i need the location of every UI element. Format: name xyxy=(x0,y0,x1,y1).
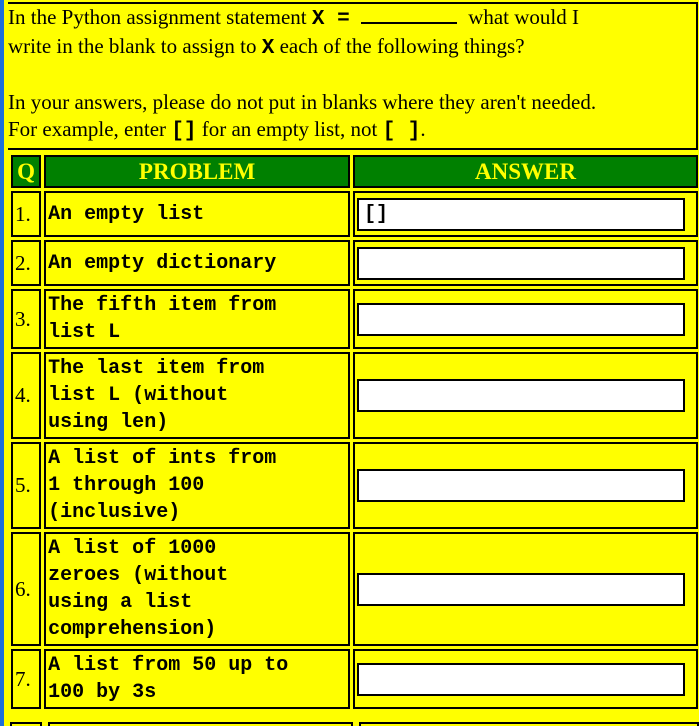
header-answer: ANSWER xyxy=(353,155,698,188)
answer-input[interactable] xyxy=(357,573,685,606)
answer-input[interactable] xyxy=(357,663,685,696)
code-snippet: [] xyxy=(171,120,197,143)
problem-text xyxy=(44,240,350,286)
code-snippet: X = xyxy=(311,8,350,31)
answer-input[interactable] xyxy=(357,247,685,280)
answer-cell xyxy=(353,289,698,349)
question-number: 4. xyxy=(11,352,41,439)
question-number: 6. xyxy=(11,532,41,646)
instructions-line-3: In your answers, please do not put in blanks where they aren't needed. xyxy=(8,90,597,114)
answer-cell xyxy=(353,649,698,709)
question-number: 7. xyxy=(11,649,41,709)
code-snippet: [ ] xyxy=(382,120,421,143)
header-row xyxy=(11,155,698,188)
instruction-text: . xyxy=(420,117,426,141)
instruction-text: what would I xyxy=(468,5,580,29)
problem-line: 100 by 3s xyxy=(48,681,157,704)
question-row xyxy=(11,240,698,286)
question-number: 5. xyxy=(11,442,41,529)
problem-line: A list of ints from xyxy=(48,447,277,470)
problem-line: zeroes (without xyxy=(48,564,229,587)
instructions-line-2 xyxy=(8,33,696,62)
problem-line: comprehension) xyxy=(48,618,217,641)
instruction-text: for an empty list, not xyxy=(201,117,378,141)
instruction-text: For example, enter xyxy=(8,117,167,141)
answer-cell xyxy=(353,352,698,439)
question-row xyxy=(11,532,698,646)
problem-line: A list of 1000 xyxy=(48,537,217,560)
questions-table xyxy=(8,152,699,712)
instructions xyxy=(8,4,696,145)
problem-line: list L (without xyxy=(48,384,229,407)
problem-line: list L xyxy=(48,321,121,344)
problem-text xyxy=(44,352,350,439)
problem-line: using len) xyxy=(48,411,169,434)
problem-line: 1 through 100 xyxy=(48,474,205,497)
question-row xyxy=(11,442,698,529)
answer-cell xyxy=(353,191,698,237)
question-number: 3. xyxy=(11,289,41,349)
next-row-edge xyxy=(10,722,699,726)
question-row xyxy=(11,289,698,349)
answer-input[interactable] xyxy=(357,303,685,336)
problem-text xyxy=(44,289,350,349)
problem-text xyxy=(44,649,350,709)
problem-line: The fifth item from xyxy=(48,294,277,317)
code-snippet: X xyxy=(261,37,275,60)
answer-cell xyxy=(353,240,698,286)
answer-input[interactable] xyxy=(357,379,685,412)
blank-line xyxy=(361,6,457,24)
problem-line: The last item from xyxy=(48,357,265,380)
question-row xyxy=(11,191,698,237)
instruction-text: each of the following things? xyxy=(279,34,525,58)
header-q: Q xyxy=(11,155,41,188)
problem-line: using a list xyxy=(48,591,193,614)
problem-text xyxy=(44,532,350,646)
question-row xyxy=(11,352,698,439)
answer-cell xyxy=(353,442,698,529)
question-number: 2. xyxy=(11,240,41,286)
instructions-line-4 xyxy=(8,116,696,145)
question-number: 1. xyxy=(11,191,41,237)
instruction-text: write in the blank to assign to xyxy=(8,34,257,58)
problem-line: A list from 50 up to xyxy=(48,654,289,677)
header-problem: PROBLEM xyxy=(44,155,350,188)
problem-text xyxy=(44,191,350,237)
answer-cell xyxy=(353,532,698,646)
problem-text xyxy=(44,442,350,529)
problem-line: (inclusive) xyxy=(48,501,181,524)
question-row xyxy=(11,649,698,709)
instruction-text: In the Python assignment statement xyxy=(8,5,307,29)
answer-input[interactable] xyxy=(357,469,685,502)
problem-line: An empty list xyxy=(48,202,205,226)
instructions-line-1 xyxy=(8,4,696,33)
answer-input[interactable]: [] xyxy=(357,198,685,231)
problem-line: An empty dictionary xyxy=(48,251,277,275)
